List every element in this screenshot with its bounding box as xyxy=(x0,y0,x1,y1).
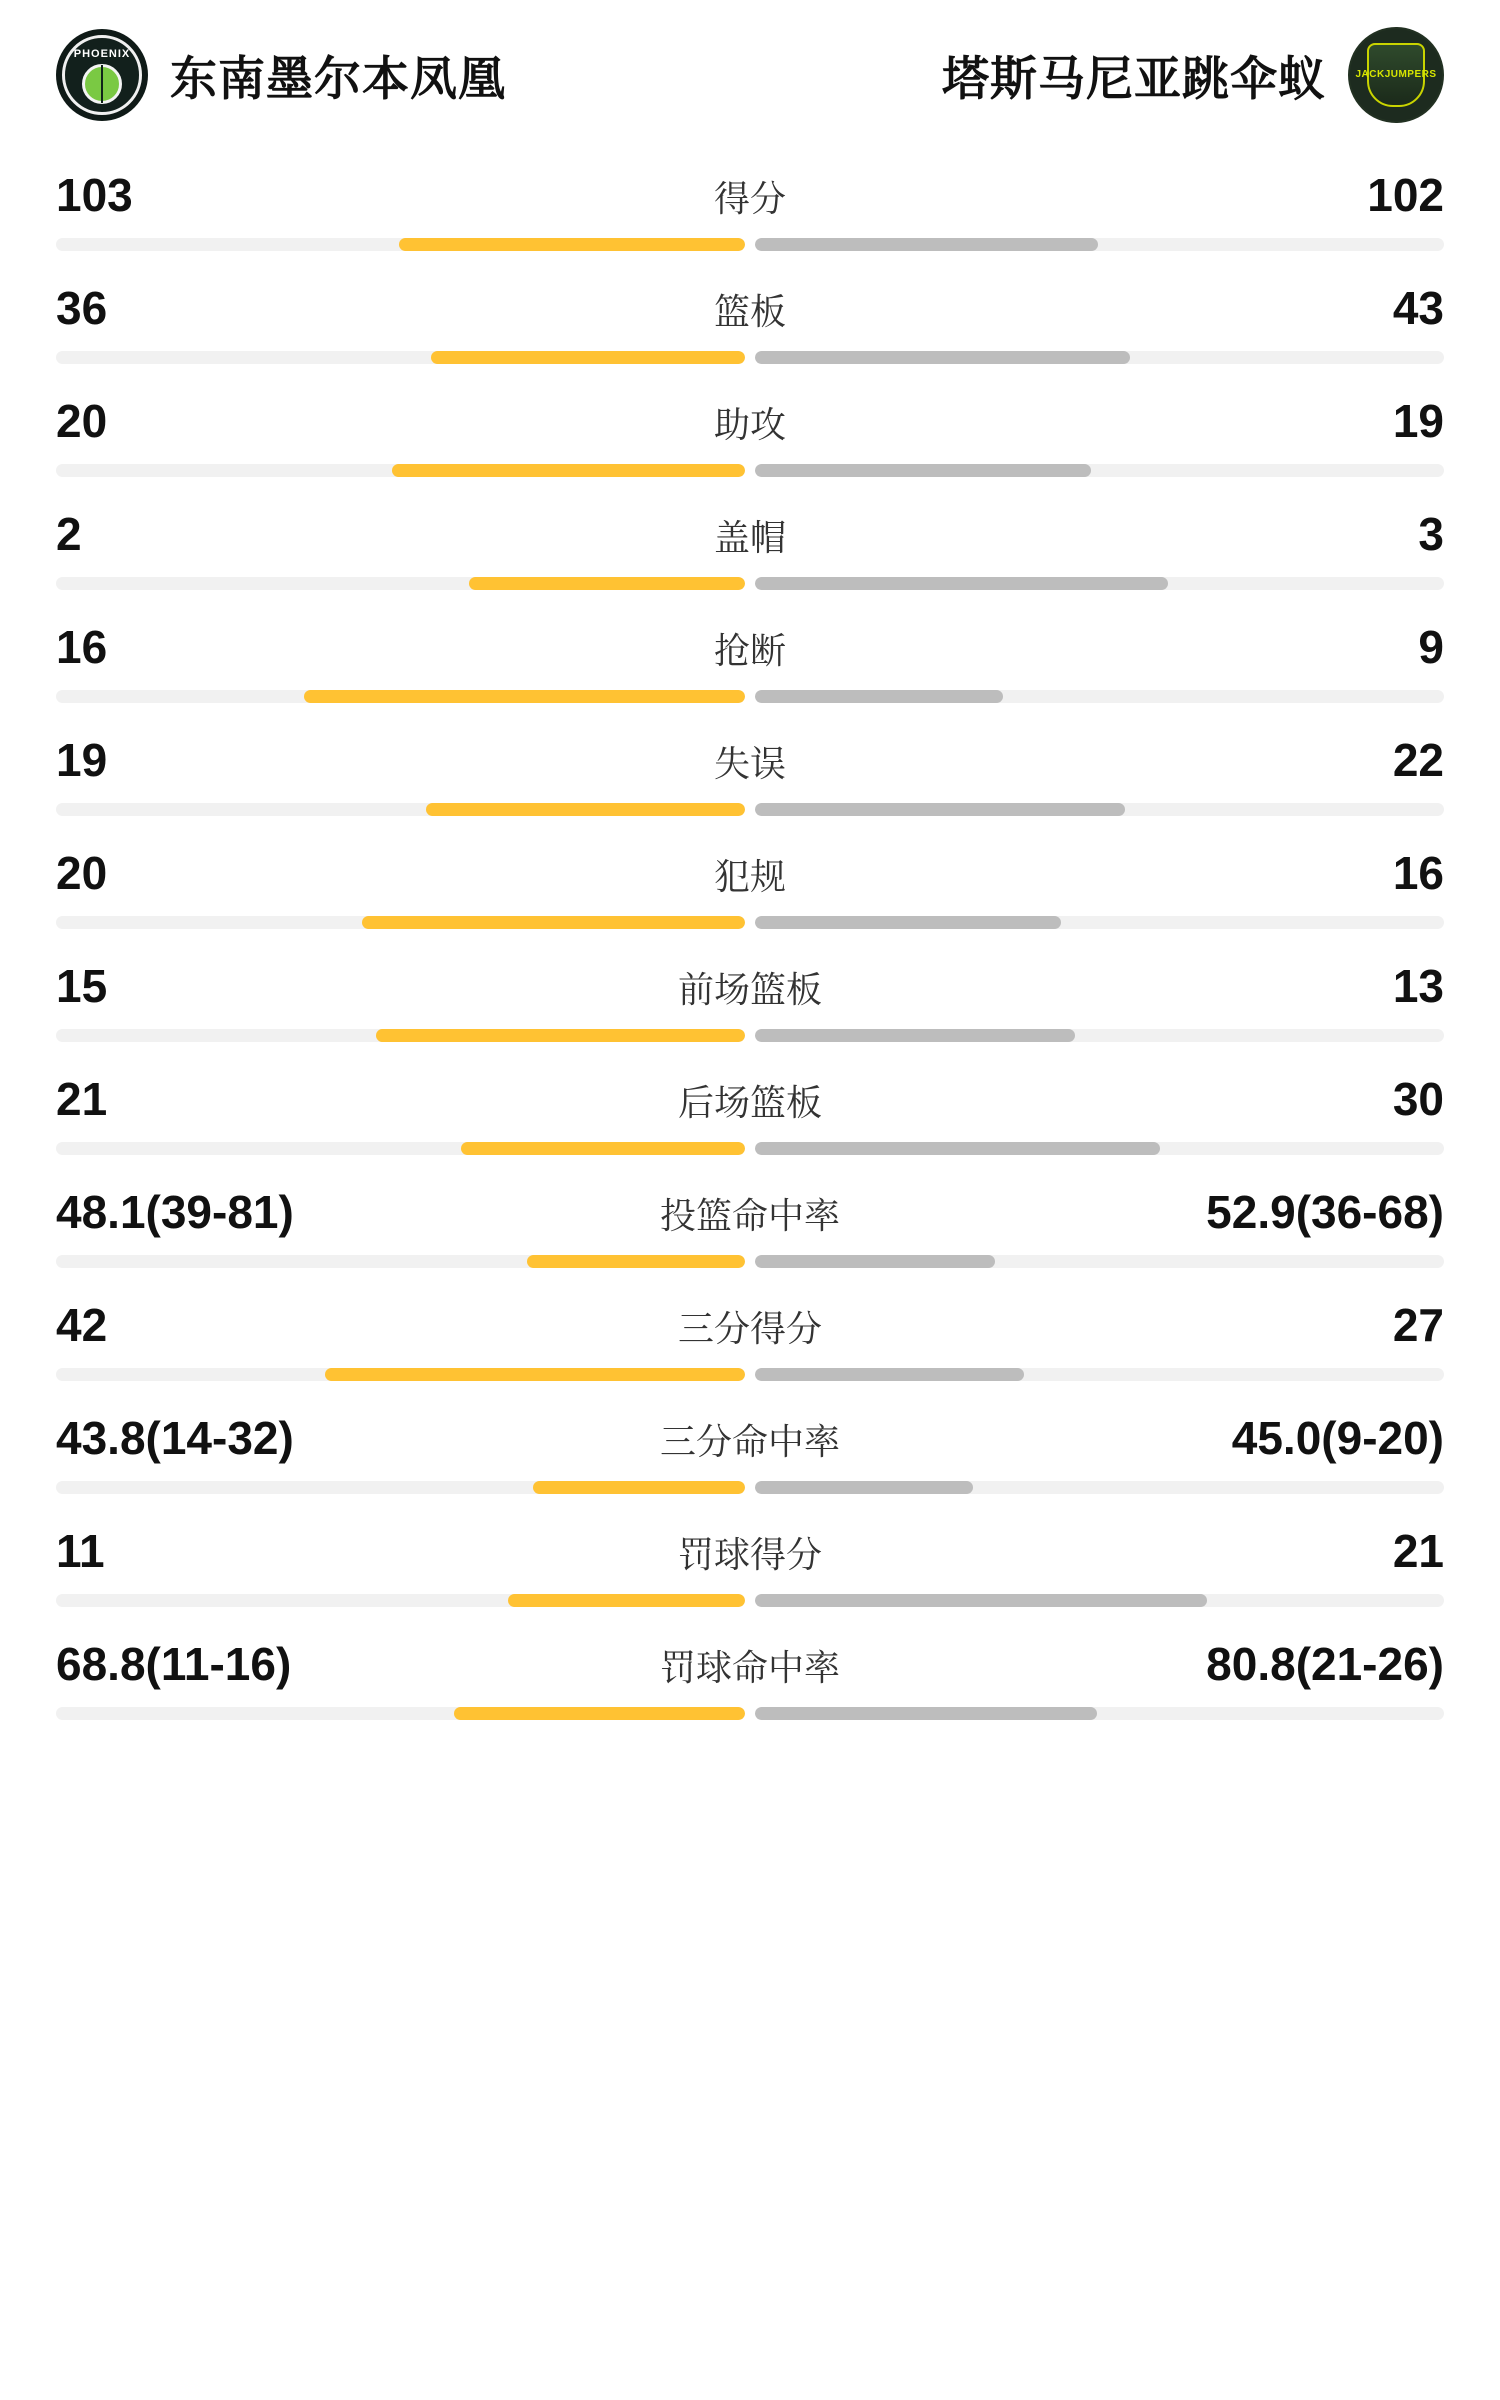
basketball-icon xyxy=(82,64,122,104)
away-stat-bar xyxy=(755,1029,1444,1042)
stat-bar-pair xyxy=(56,1142,1444,1155)
stat-bar-pair xyxy=(56,803,1444,816)
home-stat-value: 15 xyxy=(56,960,108,1012)
away-stat-bar xyxy=(755,690,1444,703)
home-stat-value: 21 xyxy=(56,1073,108,1125)
away-stat-value: 13 xyxy=(1392,960,1444,1012)
away-stat-bar xyxy=(755,577,1444,590)
home-stat-value: 43.8(14-32) xyxy=(56,1412,294,1464)
stat-label: 篮板 xyxy=(713,291,786,332)
home-stat-bar xyxy=(56,1029,745,1042)
stat-label: 投篮命中率 xyxy=(659,1195,840,1236)
home-stat-bar xyxy=(56,351,745,364)
stat-row xyxy=(56,1167,1444,1280)
stat-label: 三分命中率 xyxy=(659,1421,840,1462)
home-stat-value: 16 xyxy=(56,621,108,673)
stat-row xyxy=(56,1280,1444,1393)
home-stat-value: 42 xyxy=(56,1299,108,1351)
stat-label: 助攻 xyxy=(713,404,786,445)
stat-row xyxy=(56,1054,1444,1167)
home-stat-bar xyxy=(56,1594,745,1607)
stat-label: 前场篮板 xyxy=(677,969,822,1010)
home-stat-bar xyxy=(56,238,745,251)
stat-label: 失误 xyxy=(713,743,786,784)
away-stat-value: 21 xyxy=(1392,1525,1444,1577)
away-stat-bar xyxy=(755,464,1444,477)
stat-label: 犯规 xyxy=(713,856,786,897)
home-stat-bar xyxy=(56,1255,745,1268)
stat-bar-pair xyxy=(56,238,1444,251)
stat-bar-pair xyxy=(56,464,1444,477)
home-stat-bar xyxy=(56,803,745,816)
stat-bar-pair xyxy=(56,1029,1444,1042)
away-stat-value: 3 xyxy=(1418,508,1444,560)
home-stat-bar xyxy=(56,464,745,477)
away-stat-bar xyxy=(755,238,1444,251)
stat-row xyxy=(56,376,1444,489)
away-stat-bar xyxy=(755,1481,1444,1494)
home-stat-bar xyxy=(56,916,745,929)
home-stat-bar xyxy=(56,1142,745,1155)
home-team-name: 东南墨尔本凤凰 xyxy=(170,51,506,105)
stat-bar-pair xyxy=(56,351,1444,364)
stat-bar-pair xyxy=(56,1255,1444,1268)
home-stat-value: 20 xyxy=(56,847,108,899)
away-team xyxy=(942,27,1444,123)
away-stat-bar xyxy=(755,1707,1444,1720)
away-stat-value: 16 xyxy=(1392,847,1444,899)
stat-row xyxy=(56,489,1444,602)
home-stat-bar xyxy=(56,690,745,703)
home-stat-value: 11 xyxy=(56,1525,105,1577)
stat-bar-pair xyxy=(56,1368,1444,1381)
home-stat-value: 103 xyxy=(56,169,133,221)
stat-bar-pair xyxy=(56,916,1444,929)
away-team-logo-icon xyxy=(1348,27,1444,123)
home-stat-bar xyxy=(56,1481,745,1494)
away-stat-value: 30 xyxy=(1392,1073,1444,1125)
home-stat-value: 68.8(11-16) xyxy=(56,1638,292,1690)
home-stat-bar xyxy=(56,1707,745,1720)
stat-row xyxy=(56,602,1444,715)
matchup-header xyxy=(48,0,1452,150)
stat-row xyxy=(56,1619,1444,1732)
away-stat-bar xyxy=(755,1142,1444,1155)
away-stat-value: 45.0(9-20) xyxy=(1231,1412,1444,1464)
stat-comparison-list xyxy=(48,150,1452,1732)
stat-bar-pair xyxy=(56,690,1444,703)
stat-bar-pair xyxy=(56,1481,1444,1494)
stat-label: 罚球命中率 xyxy=(659,1647,840,1688)
stat-row xyxy=(56,1393,1444,1506)
away-stat-value: 52.9(36-68) xyxy=(1206,1186,1444,1238)
away-stat-bar xyxy=(755,803,1444,816)
away-stat-value: 9 xyxy=(1418,621,1444,673)
stat-row xyxy=(56,828,1444,941)
home-logo-wordmark: PHOENIX xyxy=(73,48,131,60)
away-stat-value: 102 xyxy=(1367,169,1444,221)
home-stat-value: 20 xyxy=(56,395,108,447)
away-stat-bar xyxy=(755,1368,1444,1381)
home-stat-value: 2 xyxy=(56,508,82,560)
stat-bar-pair xyxy=(56,1707,1444,1720)
home-stat-value: 36 xyxy=(56,282,108,334)
home-team-logo-icon xyxy=(56,29,148,121)
home-stat-bar xyxy=(56,1368,745,1381)
stat-label: 得分 xyxy=(713,178,786,219)
away-stat-value: 43 xyxy=(1392,282,1444,334)
home-stat-value: 48.1(39-81) xyxy=(56,1186,294,1238)
stat-bar-pair xyxy=(56,577,1444,590)
away-stat-bar xyxy=(755,1255,1444,1268)
away-stat-value: 80.8(21-26) xyxy=(1206,1638,1444,1690)
stat-row xyxy=(56,150,1444,263)
home-stat-value: 19 xyxy=(56,734,108,786)
away-stat-bar xyxy=(755,351,1444,364)
stat-row xyxy=(56,1506,1444,1619)
stat-label: 盖帽 xyxy=(713,517,786,558)
away-logo-wordmark: JACKJUMPERS xyxy=(1367,43,1425,107)
home-stat-bar xyxy=(56,577,745,590)
stat-row xyxy=(56,715,1444,828)
stat-row xyxy=(56,263,1444,376)
away-stat-bar xyxy=(755,916,1444,929)
home-team xyxy=(56,29,506,121)
stat-label: 抢断 xyxy=(713,630,786,671)
away-team-name: 塔斯马尼亚跳伞蚁 xyxy=(942,51,1326,105)
away-stat-value: 27 xyxy=(1392,1299,1444,1351)
stat-bar-pair xyxy=(56,1594,1444,1607)
stat-label: 罚球得分 xyxy=(677,1534,822,1575)
away-stat-bar xyxy=(755,1594,1444,1607)
stat-row xyxy=(56,941,1444,1054)
stat-label: 后场篮板 xyxy=(677,1082,822,1123)
away-stat-value: 19 xyxy=(1392,395,1444,447)
away-stat-value: 22 xyxy=(1392,734,1444,786)
stat-label: 三分得分 xyxy=(677,1308,822,1349)
